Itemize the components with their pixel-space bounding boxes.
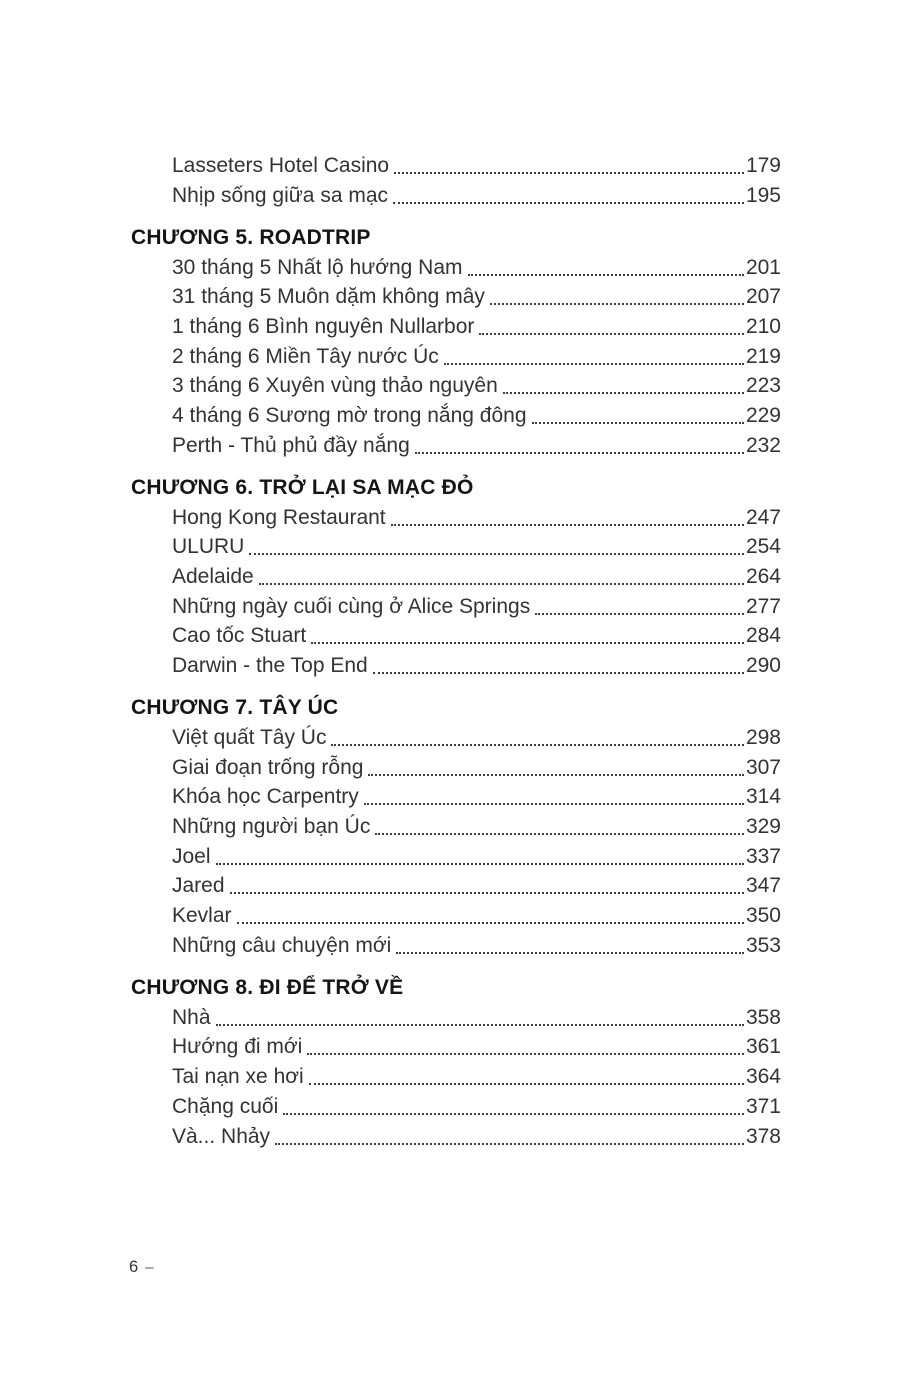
toc-entry <box>131 401 781 431</box>
toc-entry-page: 284 <box>745 624 781 648</box>
toc-entry-label: Kevlar <box>172 904 232 928</box>
toc-entry <box>131 1003 781 1033</box>
toc-entry <box>131 1122 781 1152</box>
toc-entry-page: 201 <box>745 255 781 279</box>
folio-dash: – <box>145 1259 154 1276</box>
dot-leader <box>307 1053 744 1055</box>
dot-leader <box>532 422 744 424</box>
toc-entry-label: Và... Nhảy <box>172 1124 271 1148</box>
toc-entry-page: 277 <box>745 594 781 618</box>
toc-entry-label: Darwin - the Top End <box>172 654 368 678</box>
toc-entry-label: Hong Kong Restaurant <box>172 505 386 529</box>
dot-leader <box>503 392 744 394</box>
toc-entry-label: Cao tốc Stuart <box>172 624 307 648</box>
dot-leader <box>216 863 744 865</box>
chapter-heading: CHƯƠNG 7. TÂY ÚC <box>131 696 339 720</box>
toc-entry <box>131 342 781 372</box>
dot-leader <box>275 1143 744 1145</box>
dot-leader <box>364 803 744 805</box>
toc-entry-page: 298 <box>745 726 781 749</box>
toc-entry-page: 337 <box>745 844 781 868</box>
toc-entry-page: 223 <box>745 374 781 398</box>
toc-entry-page: 364 <box>745 1065 781 1089</box>
dot-leader <box>375 833 744 835</box>
toc-entry-page: 307 <box>745 755 781 779</box>
toc-entry <box>131 371 781 401</box>
dot-leader <box>216 1024 744 1026</box>
dot-leader <box>230 892 744 894</box>
toc-entry-page: 358 <box>745 1005 781 1029</box>
toc-entry <box>131 812 781 842</box>
toc-entry <box>131 723 781 753</box>
toc-entry-label: Những người bạn Úc <box>172 815 371 839</box>
toc-entry-label: Nhà <box>172 1005 211 1029</box>
dot-leader <box>394 172 744 174</box>
toc-entry-label: Chặng cuối <box>172 1094 279 1118</box>
dot-leader <box>331 744 743 746</box>
dot-leader <box>535 613 744 615</box>
toc-entry-page: 179 <box>745 153 781 177</box>
toc-entry-page: 353 <box>745 933 781 957</box>
toc-entry-page: 264 <box>745 564 781 588</box>
toc-entry-page: 210 <box>745 314 781 338</box>
toc-entry <box>131 592 781 622</box>
toc-entry <box>131 181 781 211</box>
toc-entry-page: 232 <box>745 433 781 457</box>
toc-entry-label: Nhịp sống giữa sa mạc <box>172 183 388 207</box>
toc-entry-page: 350 <box>745 904 781 928</box>
toc-entry-label: 31 tháng 5 Muôn dặm không mây <box>172 285 485 309</box>
page-footer <box>129 1258 154 1277</box>
toc-entry-page: 290 <box>745 654 781 678</box>
toc-entry-page: 254 <box>745 535 781 559</box>
toc-entry-label: 3 tháng 6 Xuyên vùng thảo nguyên <box>172 374 498 398</box>
toc-entry-label: Tai nạn xe hơi <box>172 1065 304 1089</box>
dot-leader <box>259 583 744 585</box>
toc-entry-page: 378 <box>745 1124 781 1148</box>
dot-leader <box>479 333 744 335</box>
toc-entry <box>131 503 781 533</box>
table-of-contents <box>131 151 781 1151</box>
dot-leader <box>373 672 744 674</box>
toc-entry-page: 229 <box>745 403 781 427</box>
toc-entry-label: Hướng đi mới <box>172 1035 303 1059</box>
toc-entry-page: 361 <box>745 1035 781 1059</box>
toc-entry-label: 30 tháng 5 Nhất lộ hướng Nam <box>172 255 463 279</box>
dot-leader <box>368 774 743 776</box>
toc-entry-label: Perth - Thủ phủ đầy nắng <box>172 433 410 457</box>
toc-entry-page: 219 <box>745 344 781 368</box>
dot-leader <box>490 303 744 305</box>
toc-entry <box>131 901 781 931</box>
toc-entry <box>131 253 781 283</box>
dot-leader <box>237 922 744 924</box>
toc-entry <box>131 312 781 342</box>
toc-entry-page: 329 <box>745 815 781 839</box>
chapter-heading: CHƯƠNG 5. ROADTRIP <box>131 225 371 249</box>
toc-entry <box>131 842 781 872</box>
dot-leader <box>396 952 744 954</box>
toc-entry <box>131 783 781 813</box>
toc-entry-page: 347 <box>745 874 781 898</box>
folio-page-number: 6 <box>129 1258 139 1276</box>
toc-entry-label: Jared <box>172 874 225 898</box>
toc-entry <box>131 562 781 592</box>
dot-leader <box>468 274 744 276</box>
toc-entry <box>131 282 781 312</box>
toc-entry-page: 314 <box>745 785 781 809</box>
dot-leader <box>283 1113 744 1115</box>
toc-entry <box>131 622 781 652</box>
toc-entry <box>131 1092 781 1122</box>
dot-leader <box>415 452 744 454</box>
dot-leader <box>444 363 744 365</box>
toc-entry-label: 1 tháng 6 Bình nguyên Nullarbor <box>172 314 475 338</box>
toc-entry-label: Những ngày cuối cùng ở Alice Springs <box>172 594 531 618</box>
dot-leader <box>391 524 744 526</box>
toc-entry <box>131 1062 781 1092</box>
toc-entry <box>131 753 781 783</box>
toc-entry-page: 371 <box>745 1094 781 1118</box>
toc-entry <box>131 1033 781 1063</box>
dot-leader <box>311 642 744 644</box>
toc-entry-page: 195 <box>745 183 781 207</box>
dot-leader <box>249 553 744 555</box>
toc-entry-label: Khóa học Carpentry <box>172 785 359 809</box>
toc-entry <box>131 931 781 961</box>
toc-entry-label: Những câu chuyện mới <box>172 933 392 957</box>
toc-entry-label: Adelaide <box>172 564 254 588</box>
toc-entry-page: 207 <box>745 285 781 309</box>
toc-entry <box>131 651 781 681</box>
chapter-heading: CHƯƠNG 6. TRỞ LẠI SA MẠC ĐỎ <box>131 475 474 499</box>
chapter-heading: CHƯƠNG 8. ĐI ĐỂ TRỞ VỀ <box>131 976 404 1000</box>
toc-entry-label: Việt quất Tây Úc <box>172 726 327 749</box>
toc-entry-label: ULURU <box>172 535 245 559</box>
dot-leader <box>309 1083 744 1085</box>
toc-entry <box>131 431 781 461</box>
toc-entry <box>131 872 781 902</box>
toc-entry <box>131 532 781 562</box>
toc-entry-label: Giai đoạn trống rỗng <box>172 755 364 779</box>
toc-entry-label: Joel <box>172 844 211 868</box>
toc-entry-label: Lasseters Hotel Casino <box>172 153 390 177</box>
toc-entry <box>131 151 781 181</box>
toc-entry-label: 2 tháng 6 Miền Tây nước Úc <box>172 344 439 368</box>
dot-leader <box>393 202 744 204</box>
toc-entry-page: 247 <box>745 505 781 529</box>
toc-entry-label: 4 tháng 6 Sương mờ trong nắng đông <box>172 403 527 427</box>
